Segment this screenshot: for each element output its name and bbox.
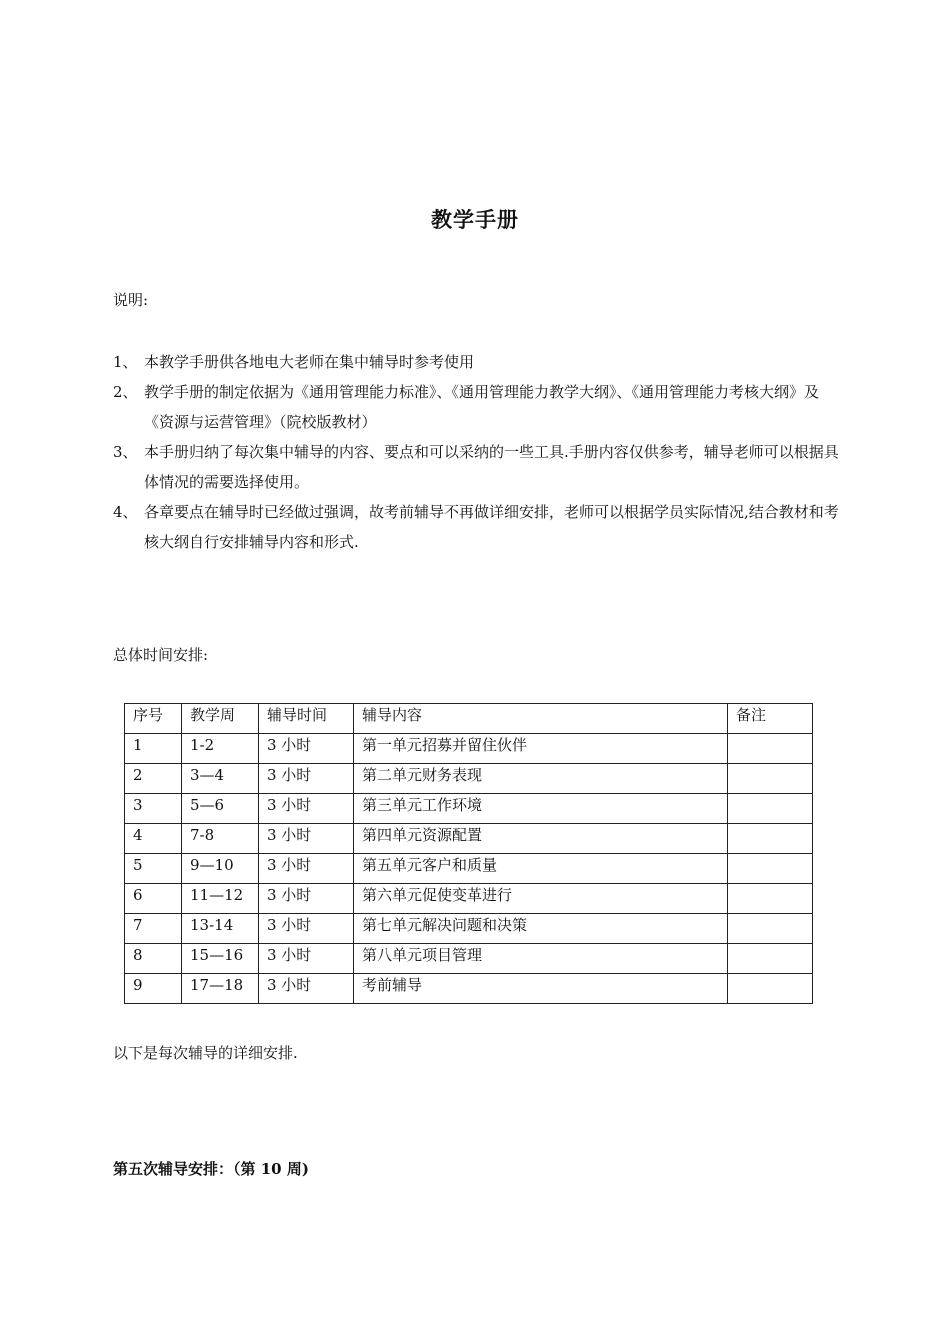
table-body <box>125 734 813 1004</box>
intro-label: 说明: <box>113 291 149 309</box>
cell-index: 4 <box>125 824 182 854</box>
detail-note: 以下是每次辅导的详细安排. <box>113 1044 298 1062</box>
cell-content: 第八单元项目管理 <box>354 944 728 974</box>
cell-index: 5 <box>125 854 182 884</box>
table-row <box>125 854 813 884</box>
cell-week: 15—16 <box>182 944 259 974</box>
cell-duration: 3 小时 <box>259 824 354 854</box>
cell-week: 1-2 <box>182 734 259 764</box>
note-number: 3、 <box>113 443 138 461</box>
cell-duration: 3 小时 <box>259 914 354 944</box>
cell-duration: 3 小时 <box>259 974 354 1004</box>
table-header-row <box>125 704 813 734</box>
cell-remarks <box>728 734 813 764</box>
cell-week: 5—6 <box>182 794 259 824</box>
cell-remarks <box>728 764 813 794</box>
cell-index: 9 <box>125 974 182 1004</box>
note-text: 各章要点在辅导时已经做过强调，故考前辅导不再做详细安排，老师可以根据学员实际情况,结合教材和考核大纲自行安排辅导内容和形式. <box>144 503 839 551</box>
notes-list <box>113 347 843 557</box>
cell-remarks <box>728 884 813 914</box>
cell-duration: 3 小时 <box>259 734 354 764</box>
cell-content: 第四单元资源配置 <box>354 824 728 854</box>
cell-week: 13-14 <box>182 914 259 944</box>
cell-week: 9—10 <box>182 854 259 884</box>
cell-week: 11—12 <box>182 884 259 914</box>
cell-duration: 3 小时 <box>259 794 354 824</box>
cell-index: 3 <box>125 794 182 824</box>
cell-duration: 3 小时 <box>259 884 354 914</box>
cell-content: 第七单元解决问题和决策 <box>354 914 728 944</box>
cell-duration: 3 小时 <box>259 764 354 794</box>
header-content: 辅导内容 <box>354 704 728 734</box>
note-number: 4、 <box>113 503 138 521</box>
note-text: 本手册归纳了每次集中辅导的内容、要点和可以采纳的一些工具.手册内容仅供参考，辅导老师可以根据具体情况的需要选择使用。 <box>144 443 839 491</box>
cell-content: 第三单元工作环境 <box>354 794 728 824</box>
cell-remarks <box>728 854 813 884</box>
note-item <box>113 437 843 497</box>
header-duration: 辅导时间 <box>259 704 354 734</box>
table-row <box>125 794 813 824</box>
cell-remarks <box>728 914 813 944</box>
header-remarks: 备注 <box>728 704 813 734</box>
cell-content: 第五单元客户和质量 <box>354 854 728 884</box>
cell-week: 17—18 <box>182 974 259 1004</box>
cell-index: 1 <box>125 734 182 764</box>
cell-remarks <box>728 944 813 974</box>
note-item <box>113 377 843 437</box>
table-row <box>125 914 813 944</box>
table-row <box>125 974 813 1004</box>
table-row <box>125 944 813 974</box>
note-item <box>113 347 843 377</box>
schedule-label: 总体时间安排: <box>113 646 209 664</box>
cell-index: 2 <box>125 764 182 794</box>
cell-duration: 3 小时 <box>259 854 354 884</box>
cell-duration: 3 小时 <box>259 944 354 974</box>
cell-week: 3—4 <box>182 764 259 794</box>
cell-content: 第一单元招募并留住伙伴 <box>354 734 728 764</box>
header-week: 教学周 <box>182 704 259 734</box>
note-item <box>113 497 843 557</box>
cell-index: 6 <box>125 884 182 914</box>
note-number: 2、 <box>113 383 138 401</box>
header-index: 序号 <box>125 704 182 734</box>
cell-content: 第六单元促使变革进行 <box>354 884 728 914</box>
note-text: 教学手册的制定依据为《通用管理能力标准》、《通用管理能力教学大纲》、《通用管理能力考核大纲》及《资源与运营管理》（院校版教材） <box>144 383 820 431</box>
cell-remarks <box>728 824 813 854</box>
table-row <box>125 884 813 914</box>
cell-index: 8 <box>125 944 182 974</box>
cell-week: 7-8 <box>182 824 259 854</box>
section-heading: 第五次辅导安排：（第 10 周) <box>113 1160 309 1178</box>
note-text: 本教学手册供各地电大老师在集中辅导时参考使用 <box>144 353 475 371</box>
note-number: 1、 <box>113 353 138 371</box>
cell-content: 第二单元财务表现 <box>354 764 728 794</box>
page-title: 教学手册 <box>431 208 519 232</box>
table-row <box>125 734 813 764</box>
cell-remarks <box>728 974 813 1004</box>
cell-remarks <box>728 794 813 824</box>
cell-content: 考前辅导 <box>354 974 728 1004</box>
table-row <box>125 764 813 794</box>
cell-index: 7 <box>125 914 182 944</box>
table-row <box>125 824 813 854</box>
schedule-table <box>124 703 813 1004</box>
